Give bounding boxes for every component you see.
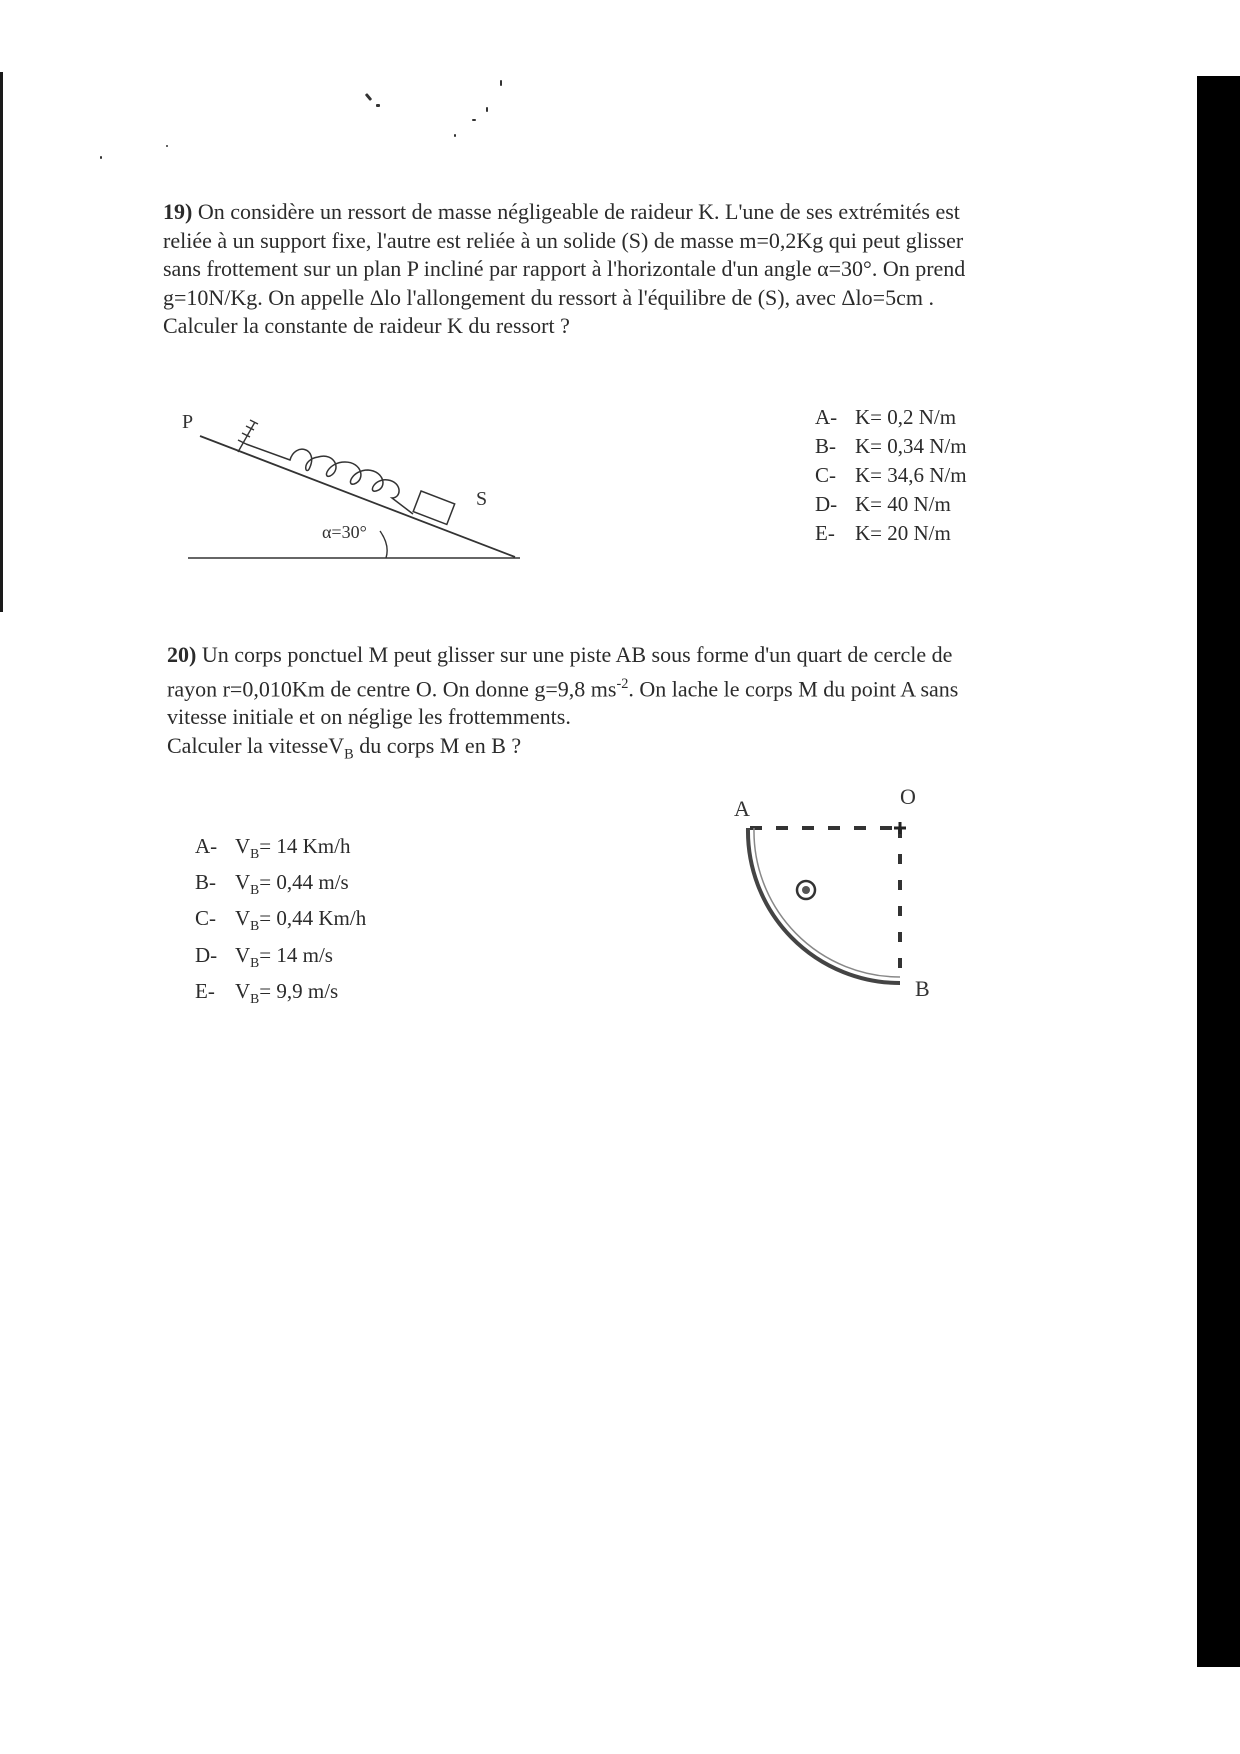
question-19 [163, 198, 1073, 341]
scan-speck [500, 80, 502, 86]
option-subscript: B [250, 990, 260, 1006]
option-subscript: B [250, 918, 260, 934]
option-text: K= 0,34 N/m [855, 434, 967, 458]
question-20 [167, 641, 1077, 769]
option-subscript: B [250, 954, 260, 970]
scan-speck [166, 145, 168, 147]
option-text: = 14 Km/h [259, 834, 351, 858]
option-text: K= 20 N/m [855, 521, 951, 545]
option-letter: B- [195, 870, 216, 895]
option-letter: B- [815, 434, 836, 458]
question-text: Calculer la vitesseV [167, 732, 345, 758]
question-19-line-4: g=10N/Kg. On appelle Δlo l'allongement du ressort à l'équilibre de (S), avec Δlo=5cm . [163, 284, 934, 310]
solid-label: S [476, 488, 488, 510]
option-symbol: V [235, 906, 251, 931]
angle-arc [380, 531, 387, 558]
option-text: = 9,9 m/s [259, 978, 339, 1003]
subscript: B [344, 746, 354, 763]
question-20-line-3: vitesse initiale et on néglige les frottemments. [167, 704, 571, 730]
question-20-line-4 [167, 732, 1077, 769]
answer-option[interactable] [195, 868, 366, 904]
scan-speck [365, 93, 372, 101]
plane-label: P [182, 411, 194, 433]
answer-option[interactable] [815, 490, 967, 519]
label-a: A [734, 796, 750, 821]
question-number: 20) [167, 642, 197, 667]
label-o: O [900, 784, 916, 809]
option-text: = 0,44 Km/h [259, 906, 367, 931]
answer-option[interactable] [195, 977, 366, 1013]
option-letter: A- [815, 405, 838, 429]
question-number: 19) [163, 199, 193, 224]
answer-options-19 [815, 403, 967, 548]
scan-speck [376, 104, 380, 107]
incline-spring-figure [170, 400, 540, 570]
exponent: -2 [616, 675, 629, 692]
track-arc [748, 828, 900, 983]
center-mark [894, 822, 906, 834]
option-letter: A- [195, 834, 218, 858]
scan-speck [100, 156, 102, 159]
question-text: rayon r=0,010Km de centre O. On donne g=9,8 ms [167, 675, 617, 701]
answer-option[interactable] [815, 403, 967, 432]
track-arc-inner [754, 828, 900, 977]
option-subscript: B [250, 846, 260, 862]
option-letter: E- [195, 978, 215, 1003]
option-text: K= 40 N/m [855, 492, 951, 516]
scan-speck [486, 107, 488, 112]
scan-speck [472, 119, 476, 121]
question-text: . On lache le corps M du point A sans [628, 675, 959, 701]
question-19-line-3: sans frottement sur un plan P incliné par rapport à l'horizontale d'un angle α=30°. On prend [163, 256, 966, 281]
label-b: B [915, 976, 930, 1001]
option-symbol: V [235, 942, 251, 967]
option-subscript: B [250, 882, 260, 898]
spring [246, 444, 413, 514]
option-text: = 0,44 m/s [259, 870, 349, 895]
option-letter: D- [815, 492, 838, 516]
question-20-line-1 [167, 641, 1077, 670]
body-m-core [802, 886, 810, 894]
option-letter: C- [815, 463, 836, 487]
answer-option[interactable] [195, 941, 366, 977]
question-text: du corps M en B ? [353, 732, 522, 758]
answer-option[interactable] [815, 432, 967, 461]
quarter-circle-figure [720, 778, 940, 1008]
answer-option[interactable] [815, 519, 967, 548]
option-text: = 14 m/s [259, 942, 333, 967]
question-19-line-1 [163, 198, 1073, 227]
option-text: K= 34,6 N/m [855, 463, 967, 487]
option-letter: D- [195, 942, 218, 967]
scan-border-left [0, 72, 3, 612]
option-letter: C- [195, 906, 216, 931]
question-text: On considère un ressort de masse négligeable de raideur K. L'une de ses extrémités est [197, 199, 960, 224]
question-text: Un corps ponctuel M peut glisser sur une piste AB sous forme d'un quart de cercle de [201, 642, 953, 667]
scan-speck [454, 134, 456, 137]
answer-option[interactable] [195, 904, 366, 940]
scan-border-right [1197, 76, 1240, 1667]
option-letter: E- [815, 521, 835, 545]
answer-option[interactable] [815, 461, 967, 490]
option-symbol: V [235, 870, 251, 895]
option-text: K= 0,2 N/m [855, 405, 957, 429]
question-20-line-2 [167, 670, 1077, 704]
question-19-line-5: Calculer la constante de raideur K du ressort ? [163, 313, 570, 338]
angle-label: α=30° [322, 522, 367, 542]
answer-option[interactable] [195, 832, 366, 868]
option-symbol: V [235, 978, 251, 1003]
question-19-line-2: reliée à un support fixe, l'autre est reliée à un solide (S) de masse m=0,2Kg qui peut glisser [163, 227, 964, 253]
option-symbol: V [235, 834, 251, 858]
answer-options-20 [195, 832, 366, 1013]
